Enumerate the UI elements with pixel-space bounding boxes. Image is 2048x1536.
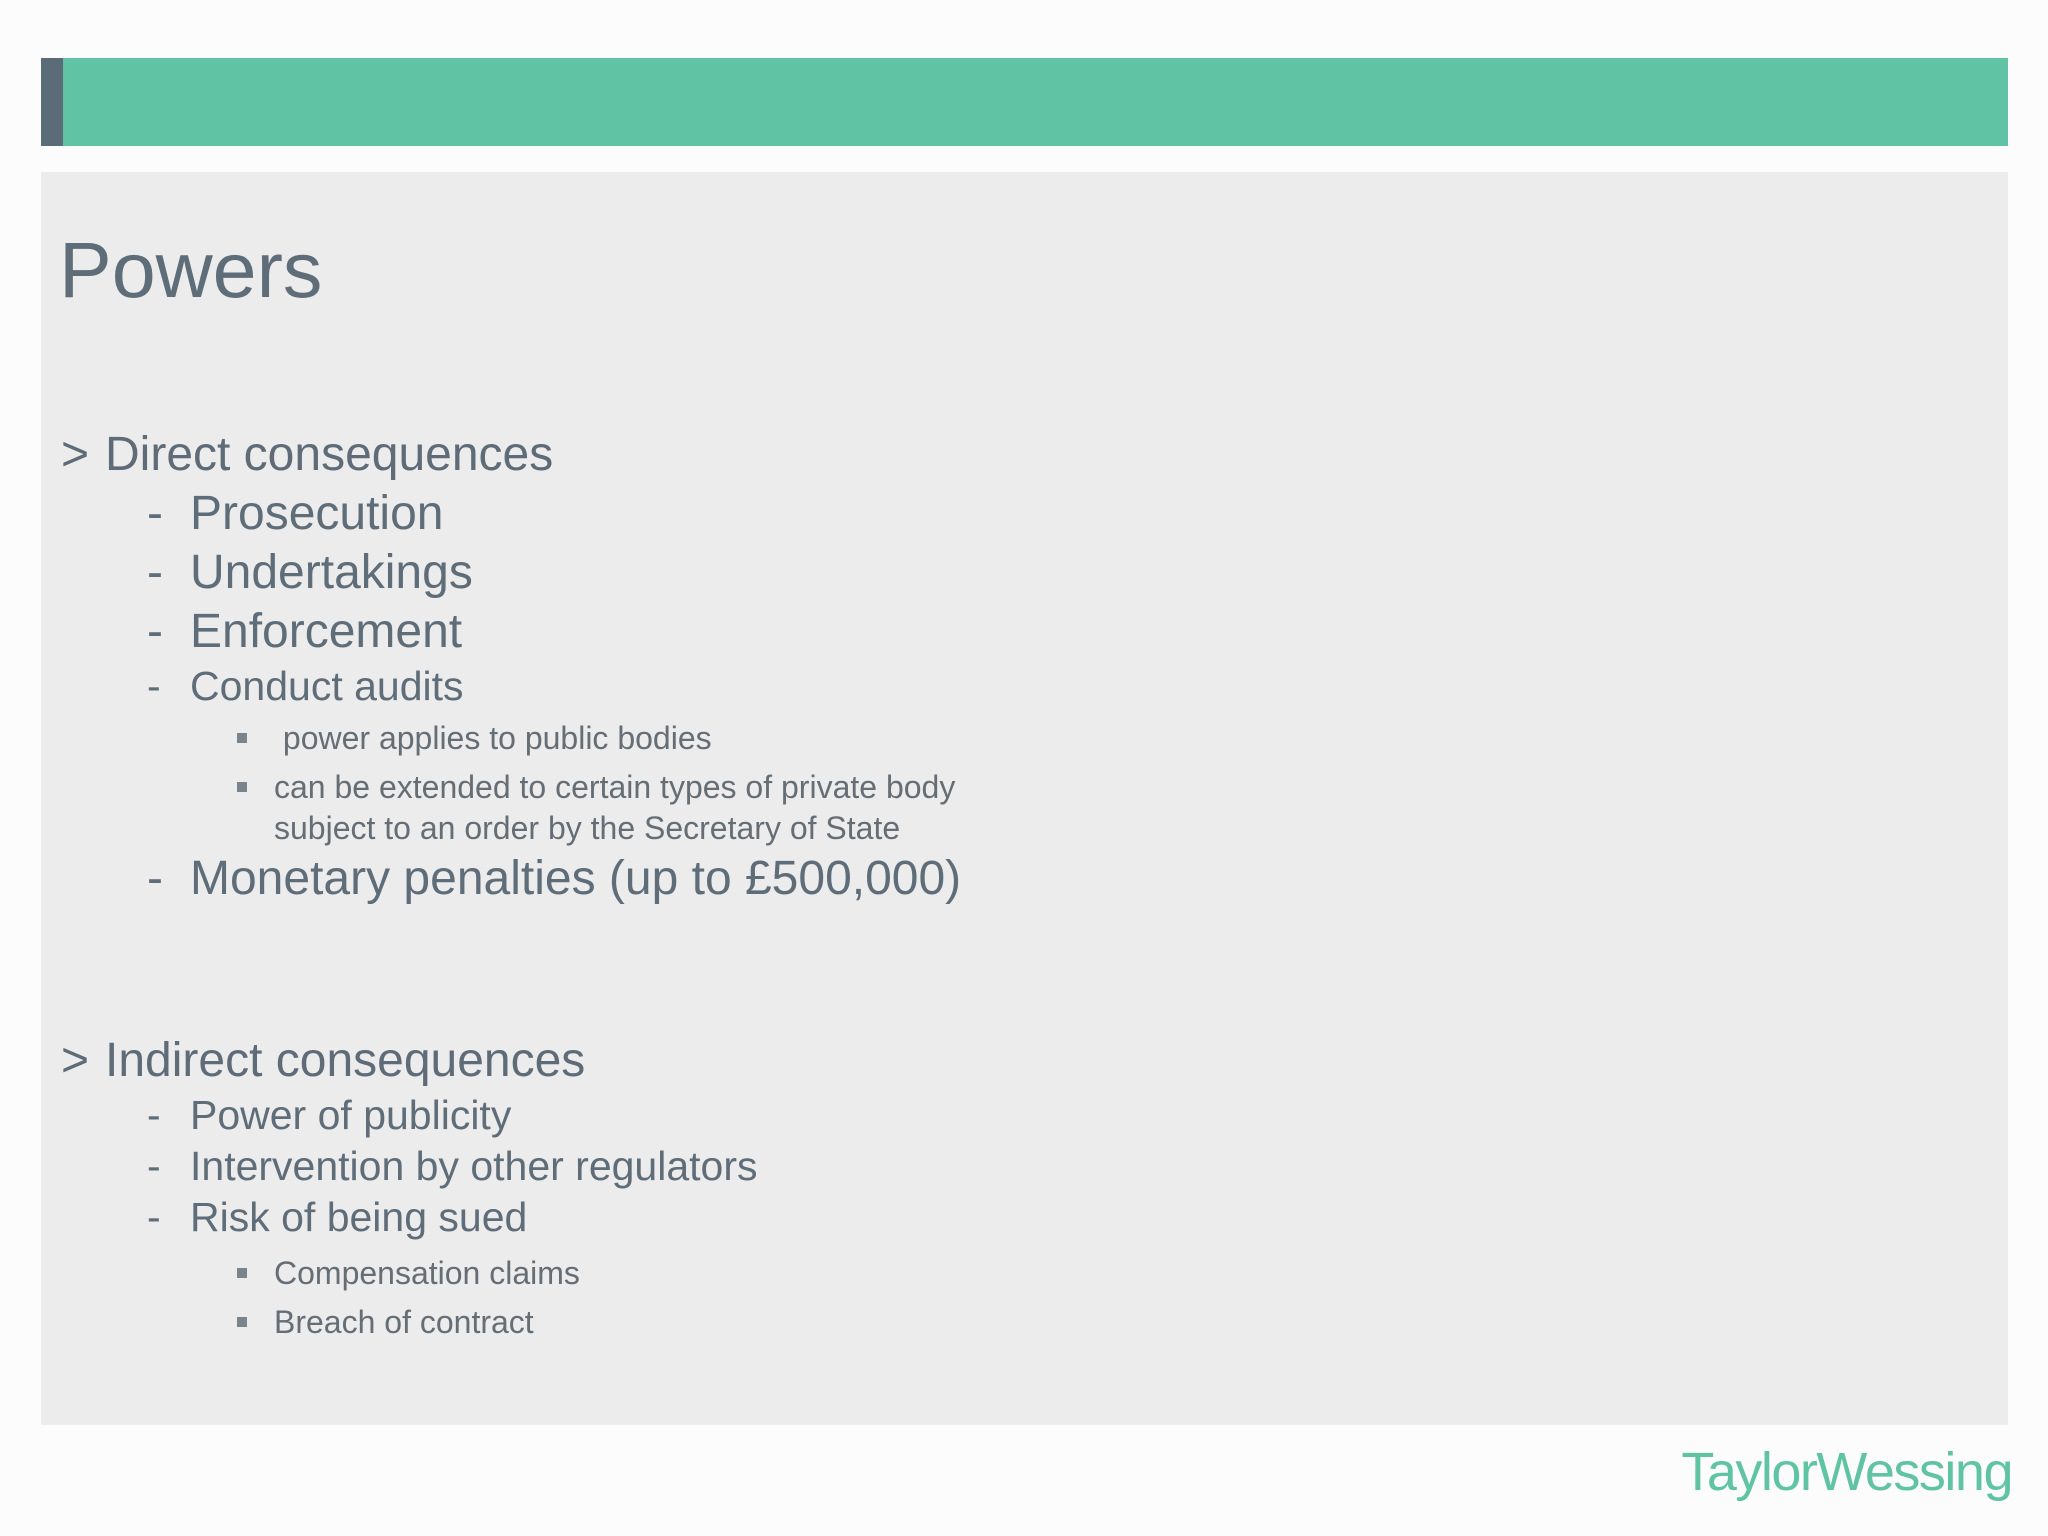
- list-item-label: Monetary penalties (up to £500,000): [190, 852, 962, 905]
- list-item-label: Enforcement: [190, 605, 463, 658]
- list-item-label: Risk of being sued: [190, 1194, 528, 1240]
- list-item-label: Intervention by other regulators: [190, 1143, 758, 1189]
- header-bar: [41, 58, 2008, 146]
- list-item-label: Conduct audits: [190, 663, 464, 709]
- list-item-risk-of-being-sued: [61, 1192, 1014, 1243]
- dash-bullet-icon: -: [147, 605, 163, 658]
- list-item-enforcement: [61, 602, 1014, 661]
- dash-bullet-icon: -: [147, 1143, 161, 1189]
- dash-bullet-icon: -: [147, 663, 161, 709]
- sub-item-text: can be extended to certain types of private body subject to an order by the Secretary of State: [274, 769, 956, 846]
- sub-item-text: Breach of contract: [274, 1304, 534, 1340]
- chevron-marker-icon: >: [61, 428, 90, 481]
- dash-bullet-icon: -: [147, 487, 163, 540]
- list-item-power-of-publicity: [61, 1090, 1014, 1141]
- square-bullet-icon: [237, 1317, 247, 1327]
- section-heading-direct: [61, 426, 1014, 484]
- square-bullet-icon: [237, 782, 247, 792]
- content-panel: [41, 172, 2008, 1425]
- sub-item-public-bodies: [61, 718, 1014, 759]
- section-heading-indirect: [61, 1032, 1014, 1090]
- dash-bullet-icon: -: [147, 1092, 161, 1138]
- chevron-marker-icon: >: [61, 1034, 90, 1087]
- section-heading-text: Indirect consequences: [105, 1034, 586, 1087]
- indirect-consequences-section: [61, 1032, 1014, 1347]
- list-item-conduct-audits: [61, 661, 1014, 712]
- direct-consequences-section: [61, 426, 1014, 908]
- taylorwessing-logo: TaylorWessing: [1681, 1442, 2012, 1502]
- dash-bullet-icon: -: [147, 1194, 161, 1240]
- sub-item-text: Compensation claims: [274, 1255, 580, 1291]
- dash-bullet-icon: -: [147, 546, 163, 599]
- dash-bullet-icon: -: [147, 852, 163, 905]
- list-item-label: Power of publicity: [190, 1092, 512, 1138]
- list-item-monetary-penalties: [61, 849, 1014, 908]
- list-item-undertakings: [61, 543, 1014, 602]
- section-heading-text: Direct consequences: [105, 428, 554, 481]
- sub-item-compensation-claims: [61, 1249, 1014, 1298]
- square-bullet-icon: [237, 1268, 247, 1278]
- sub-item-breach-of-contract: [61, 1298, 1014, 1347]
- square-bullet-icon: [237, 733, 247, 743]
- sub-item-private-bodies: [61, 767, 1014, 849]
- list-item-prosecution: [61, 484, 1014, 543]
- list-item-intervention: [61, 1141, 1014, 1192]
- list-item-label: Prosecution: [190, 487, 444, 540]
- header-accent: [41, 58, 63, 146]
- sub-item-text: power applies to public bodies: [274, 720, 712, 756]
- slide-title: Powers: [59, 225, 323, 314]
- list-item-label: Undertakings: [190, 546, 473, 599]
